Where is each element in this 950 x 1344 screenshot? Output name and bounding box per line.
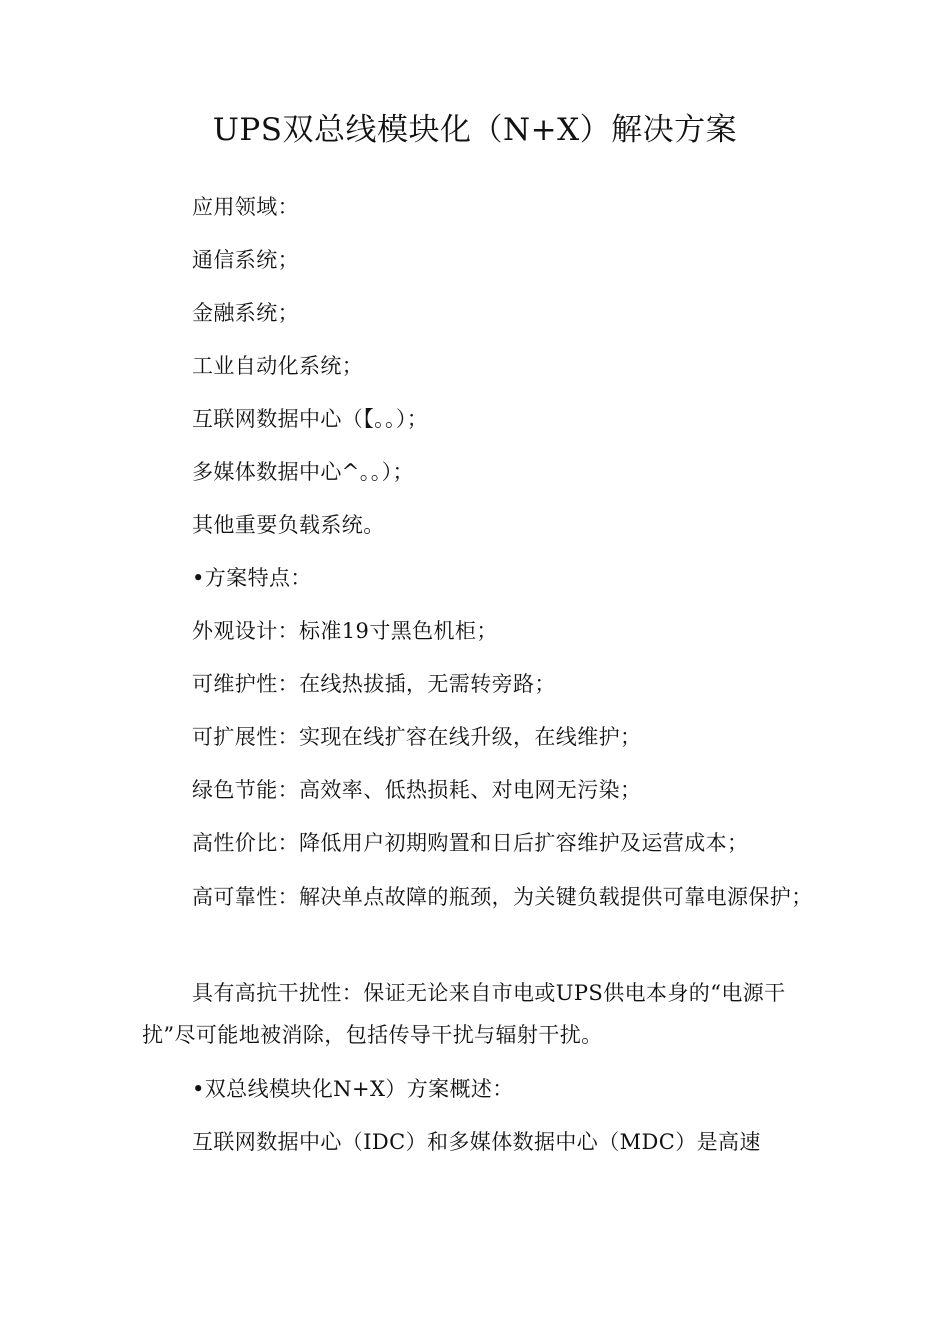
paragraph-other-critical-loads: 其他重要负载系统。 — [192, 513, 385, 537]
paragraph-high-reliability: 高可靠性：解决单点故障的瓶颈，为关键负载提供可靠电源保护； — [192, 885, 813, 909]
paragraph-scalability: 可扩展性：实现在线扩容在线升级，在线维护； — [192, 725, 642, 749]
document-title: UPS双总线模块化（N+X）解决方案 — [212, 112, 738, 148]
paragraph-overview-text: 互联网数据中心（IDC）和多媒体数据中心（MDC）是高速 — [192, 1130, 761, 1154]
paragraph-green-energy-saving: 绿色节能：高效率、低热损耗、对电网无污染； — [192, 778, 642, 802]
paragraph-industrial-automation: 工业自动化系统； — [192, 354, 364, 378]
paragraph-maintainability: 可维护性：在线热拔插，无需转旁路； — [192, 672, 556, 696]
paragraph-appearance-design: 外观设计：标准19寸黑色机柜； — [192, 619, 498, 643]
paragraph-anti-interference: 具有高抗干扰性：保证无论来自市电或UPS供电本身的“电源干扰”尽可能地被消除，包括传导干扰与辐射干扰。 — [142, 981, 786, 1047]
paragraph-communication-systems: 通信系统； — [192, 248, 299, 272]
paragraph-financial-systems: 金融系统； — [192, 301, 299, 325]
paragraph-overview-heading: •双总线模块化N+X）方案概述： — [192, 1077, 514, 1101]
paragraph-cost-effectiveness: 高性价比：降低用户初期购置和日后扩容维护及运营成本； — [192, 831, 749, 855]
paragraph-application-fields: 应用领域： — [192, 195, 299, 219]
paragraph-solution-features-heading: •方案特点： — [192, 566, 312, 590]
paragraph-internet-data-center: 互联网数据中心（【。。）； — [192, 407, 429, 431]
paragraph-multimedia-data-center: 多媒体数据中心^。。）； — [192, 460, 414, 484]
